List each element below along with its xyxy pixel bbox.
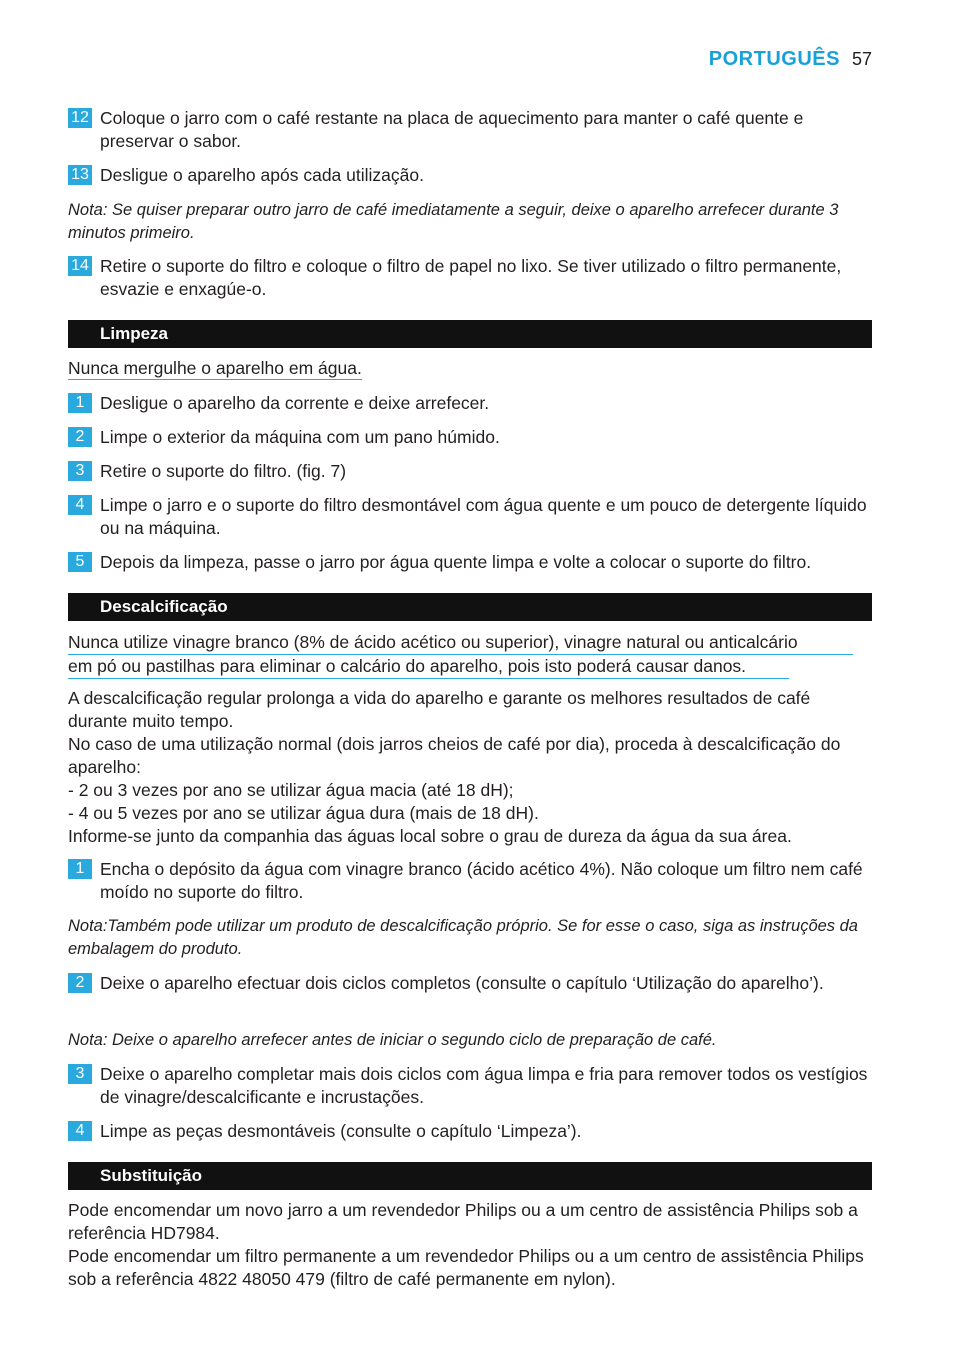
step-text: Limpe as peças desmontáveis (consulte o capítulo ‘Limpeza’).	[100, 1121, 582, 1141]
info-paragraph: - 2 ou 3 vezes por ano se utilizar água macia (até 18 dH);	[68, 780, 514, 800]
info-paragraph: Pode encomendar um filtro permanente a um revendedor Philips ou a um centro de assistência Philips sob a referência 4822 48050 479 (filtro de café permanente em nylon).	[68, 1246, 864, 1289]
descalcificacao-step-2	[68, 972, 872, 995]
descalcificacao-step-3	[68, 1063, 872, 1109]
step-text: Desligue o aparelho da corrente e deixe arrefecer.	[100, 393, 490, 413]
page-number: 57	[851, 49, 872, 69]
info-paragraph: Pode encomendar um novo jarro a um revendedor Philips ou a um centro de assistência Philips sob a referência HD7984.	[68, 1200, 858, 1243]
warning-line-2: em pó ou pastilhas para eliminar o calcário do aparelho, pois isto poderá causar danos.	[68, 655, 789, 679]
descalcificacao-info	[68, 687, 872, 848]
warning-text: Nunca mergulhe o aparelho em água.	[68, 358, 362, 378]
limpeza-step-2	[68, 426, 872, 449]
step-number: 1	[68, 859, 92, 879]
step-number: 13	[68, 165, 92, 185]
note-descaling-product: Nota:Também pode utilizar um produto de descalcificação próprio. Se for esse o caso, siga as instruções da embalagem do produto.	[68, 917, 858, 958]
step-text: Desligue o aparelho após cada utilização.	[100, 165, 424, 185]
info-paragraph: - 4 ou 5 vezes por ano se utilizar água dura (mais de 18 dH).	[68, 803, 539, 823]
warning-descalcificacao	[68, 631, 872, 679]
warning-limpeza	[68, 357, 872, 380]
step-number: 3	[68, 1064, 92, 1084]
step-number: 2	[68, 973, 92, 993]
step-12	[68, 107, 872, 153]
step-number: 12	[68, 108, 92, 128]
step-number: 3	[68, 461, 92, 481]
step-number: 4	[68, 1121, 92, 1141]
step-text: Retire o suporte do filtro. (fig. 7)	[100, 461, 347, 481]
step-text: Limpe o jarro e o suporte do filtro desmontável com água quente e um pouco de detergente líquido ou na máquina.	[100, 495, 867, 538]
section-heading-limpeza: Limpeza	[68, 320, 872, 348]
step-number: 4	[68, 495, 92, 515]
step-text: Encha o depósito da água com vinagre branco (ácido acético 4%). Não coloque um filtro nem café moído no suporte do filtro.	[100, 859, 863, 902]
step-text: Limpe o exterior da máquina com um pano húmido.	[100, 427, 500, 447]
descalcificacao-step-1	[68, 858, 872, 904]
limpeza-step-5	[68, 551, 872, 574]
step-text: Deixe o aparelho efectuar dois ciclos completos (consulte o capítulo ‘Utilização do aparelho’).	[100, 973, 824, 993]
section-heading-substituicao: Substituição	[68, 1162, 872, 1190]
limpeza-step-3	[68, 460, 872, 483]
step-text: Depois da limpeza, passe o jarro por água quente limpa e volte a colocar o suporte do filtro.	[100, 552, 812, 572]
step-13	[68, 164, 872, 187]
note-cooldown: Nota: Se quiser preparar outro jarro de café imediatamente a seguir, deixe o aparelho arrefecer durante 3 minutos primeiro.	[68, 201, 839, 242]
limpeza-step-1	[68, 392, 872, 415]
step-text: Coloque o jarro com o café restante na placa de aquecimento para manter o café quente e preservar o sabor.	[100, 108, 804, 151]
note-cool-before-second-cycle: Nota: Deixe o aparelho arrefecer antes de iniciar o segundo ciclo de preparação de café.	[68, 1031, 717, 1049]
substituicao-info	[68, 1199, 872, 1291]
step-text: Retire o suporte do filtro e coloque o filtro de papel no lixo. Se tiver utilizado o filtro permanente, esvazie e enxagúe-o.	[100, 256, 842, 299]
step-number: 5	[68, 552, 92, 572]
step-text: Deixe o aparelho completar mais dois ciclos com água limpa e fria para remover todos os vestígios de vinagre/descalcificante e incrustações.	[100, 1064, 868, 1107]
language-label: PORTUGUÊS	[708, 48, 840, 70]
descalcificacao-step-4	[68, 1120, 872, 1143]
info-paragraph: No caso de uma utilização normal (dois jarros cheios de café por dia), proceda à descalcificação do aparelho:	[68, 734, 841, 777]
step-number: 1	[68, 393, 92, 413]
limpeza-step-4	[68, 494, 872, 540]
info-paragraph: Informe-se junto da companhia das águas local sobre o grau de dureza da água da sua área.	[68, 826, 792, 846]
warning-line-1: Nunca utilize vinagre branco (8% de ácido acético ou superior), vinagre natural ou anticalcário	[68, 631, 853, 655]
section-heading-descalcificacao: Descalcificação	[68, 593, 872, 621]
step-number: 14	[68, 256, 92, 276]
step-14	[68, 255, 872, 301]
info-paragraph: A descalcificação regular prolonga a vida do aparelho e garante os melhores resultados de café durante muito tempo.	[68, 688, 811, 731]
step-number: 2	[68, 427, 92, 447]
page-header	[709, 48, 872, 71]
